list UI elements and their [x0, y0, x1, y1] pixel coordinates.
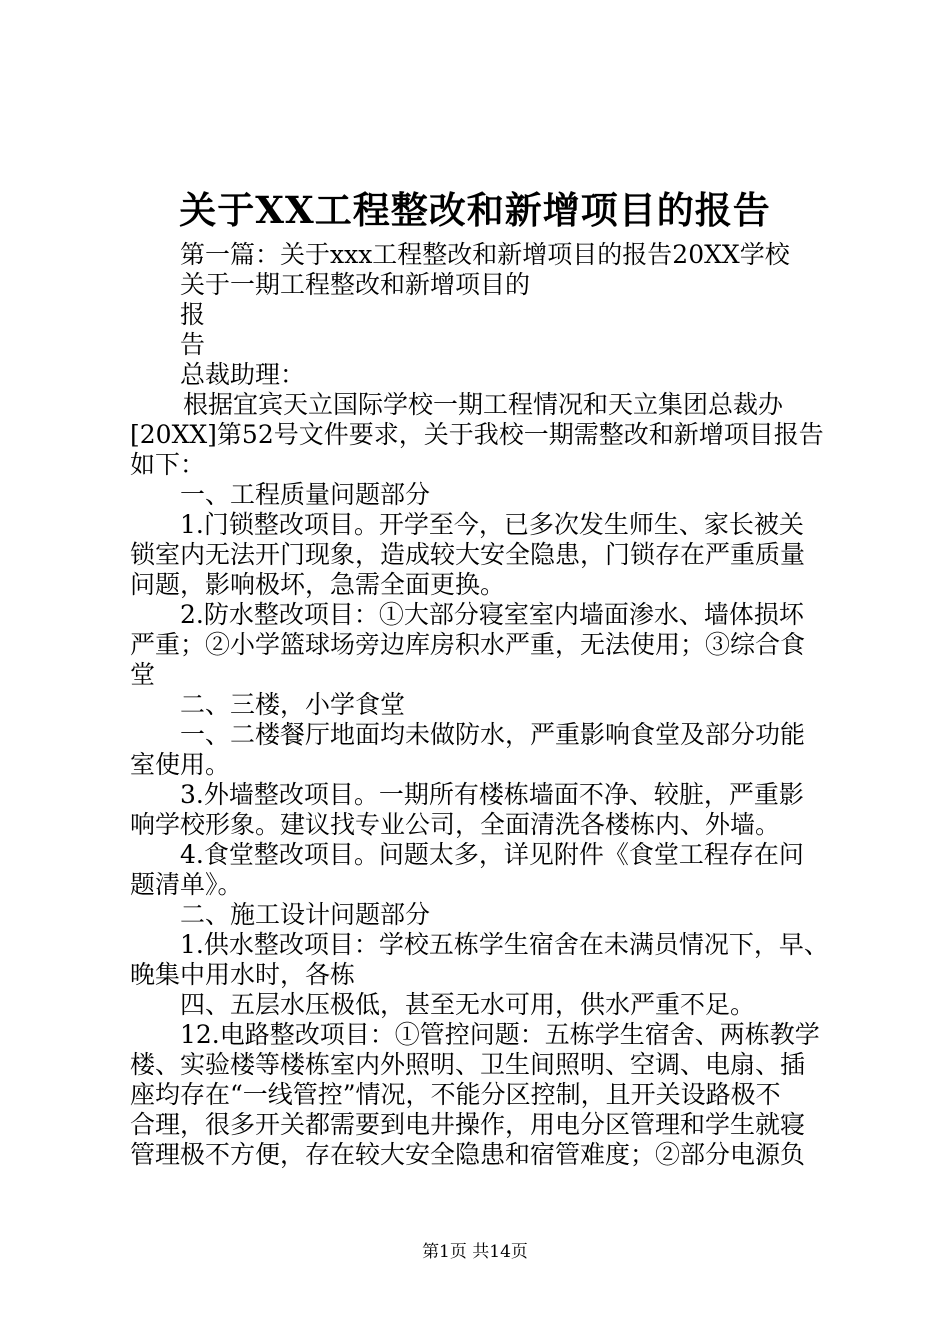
text-line: 1.门锁整改项目。开学至今，已多次发生师生、家长被关: [180, 510, 804, 539]
text-line: 室使用。: [130, 750, 231, 779]
page-footer: 第1页 共14页: [422, 1242, 528, 1262]
text-line: 座均存在“一线管控”情况，不能分区控制，且开关设路极不: [130, 1080, 781, 1109]
text-line: 12.电路整改项目：①管控问题：五栋学生宿舍、两栋教学: [180, 1020, 820, 1049]
text-line: 严重；②小学篮球场旁边库房积水严重，无法使用；③综合食: [130, 630, 806, 659]
text-line: 根据宜宾天立国际学校一期工程情况和天立集团总裁办: [183, 390, 784, 419]
text-line: 晚集中用水时，各栋: [130, 960, 356, 989]
text-line: 一、工程质量问题部分: [180, 480, 431, 509]
text-line: 二、施工设计问题部分: [180, 900, 431, 929]
text-line: 关于一期工程整改和新增项目的: [180, 270, 531, 299]
text-line: 3.外墙整改项目。一期所有楼栋墙面不净、较脏，严重影: [180, 780, 804, 809]
document-title: 关于XX工程整改和新增项目的报告: [179, 188, 771, 232]
text-line: 堂: [130, 660, 156, 689]
text-line: 如下：: [130, 450, 206, 479]
text-line: 4.食堂整改项目。问题太多，详见附件《食堂工程存在问: [180, 840, 804, 869]
text-line: 问题，影响极坏，急需全面更换。: [130, 570, 506, 599]
text-line: 响学校形象。建议找专业公司，全面清洗各楼栋内、外墙。: [130, 810, 781, 839]
text-line: 合理，很多开关都需要到电井操作，用电分区管理和学生就寝: [130, 1110, 806, 1139]
text-line: 报: [180, 300, 206, 329]
text-line: 四、五层水压极低，甚至无水可用，供水严重不足。: [180, 990, 756, 1019]
text-line: 一、二楼餐厅地面均未做防水，严重影响食堂及部分功能: [180, 720, 806, 749]
text-line: 题清单》。: [130, 870, 243, 899]
text-line: [20XX]第52号文件要求，关于我校一期需整改和新增项目报告: [130, 420, 824, 449]
text-line: 二、三楼，小学食堂: [180, 690, 406, 719]
text-line: 总裁助理：: [180, 360, 306, 389]
text-line: 1.供水整改项目：学校五栋学生宿舍在未满员情况下，早、: [180, 930, 829, 959]
text-line: 告: [180, 330, 206, 359]
text-line: 锁室内无法开门现象，造成较大安全隐患，门锁存在严重质量: [130, 540, 806, 569]
text-line: 2.防水整改项目：①大部分寝室室内墙面渗水、墙体损坏: [180, 600, 804, 629]
text-line: 管理极不方便，存在较大安全隐患和宿管难度；②部分电源负: [130, 1140, 806, 1169]
text-line: 第一篇：关于xxx工程整改和新增项目的报告20XX学校: [180, 240, 790, 269]
text-line: 楼、实验楼等楼栋室内外照明、卫生间照明、空调、电扇、插: [130, 1050, 806, 1079]
document-body: [130, 240, 850, 1170]
